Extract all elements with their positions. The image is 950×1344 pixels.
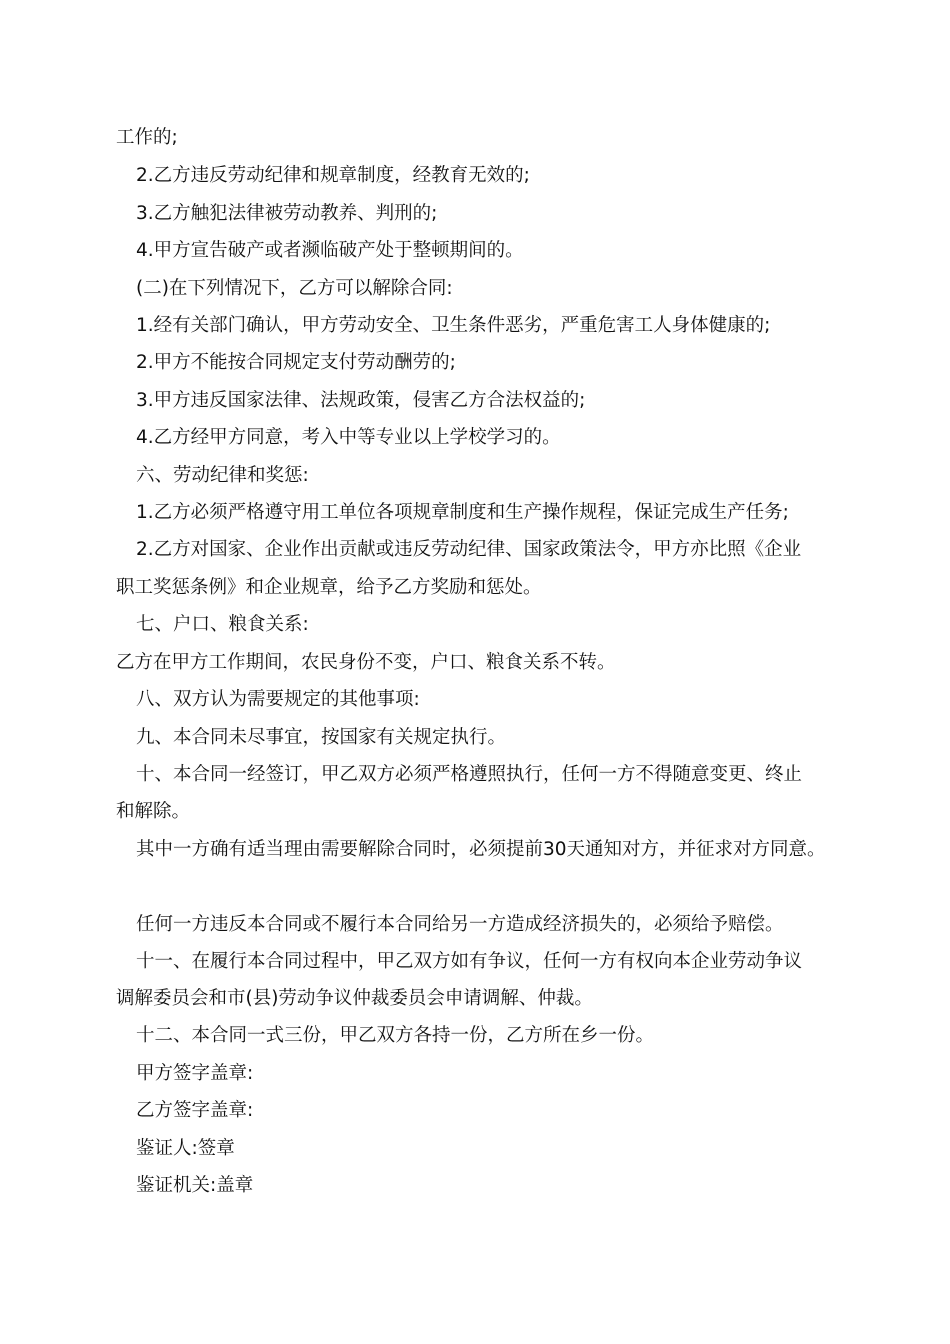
authority-field: 鉴证机关:盖章: [136, 1175, 254, 1196]
text-line: 2.甲方不能按合同规定支付劳动酬劳的;: [136, 352, 456, 373]
text-line: 1.乙方必须严格遵守用工单位各项规章制度和生产操作规程，保证完成生产任务;: [136, 502, 789, 523]
text-line: 十一、在履行本合同过程中，甲乙双方如有争议，任何一方有权向本企业劳动争议: [136, 951, 803, 972]
text-line: 十二、本合同一式三份，甲乙双方各持一份，乙方所在乡一份。: [136, 1025, 655, 1046]
text-line: 其中一方确有适当理由需要解除合同时，必须提前30天通知对方，并征求对方同意。: [136, 839, 826, 860]
section-heading: (二)在下列情况下，乙方可以解除合同:: [136, 278, 453, 299]
text-line: 调解委员会和市(县)劳动争议仲裁委员会申请调解、仲裁。: [116, 988, 593, 1009]
section-heading: 七、户口、粮食关系:: [136, 614, 309, 635]
text-line: 2.乙方违反劳动纪律和规章制度，经教育无效的;: [136, 165, 530, 186]
witness-field: 鉴证人:签章: [136, 1138, 235, 1159]
text-line: 职工奖惩条例》和企业规章，给予乙方奖励和惩处。: [116, 577, 542, 598]
text-line: 工作的;: [116, 127, 178, 148]
text-line: 十、本合同一经签订，甲乙双方必须严格遵照执行，任何一方不得随意变更、终止: [136, 764, 803, 785]
text-line: 4.甲方宣告破产或者濒临破产处于整顿期间的。: [136, 240, 524, 261]
text-line: 和解除。: [116, 801, 191, 822]
text-line: 4.乙方经甲方同意，考入中等专业以上学校学习的。: [136, 427, 561, 448]
section-heading: 九、本合同未尽事宜，按国家有关规定执行。: [136, 727, 507, 748]
signature-field-party-a: 甲方签字盖章:: [136, 1063, 254, 1084]
section-heading: 六、劳动纪律和奖惩:: [136, 465, 309, 486]
text-line: 1.经有关部门确认，甲方劳动安全、卫生条件恶劣，严重危害工人身体健康的;: [136, 315, 771, 336]
text-line: 乙方在甲方工作期间，农民身份不变，户口、粮食关系不转。: [116, 652, 616, 673]
text-line: 任何一方违反本合同或不履行本合同给另一方造成经济损失的，必须给予赔偿。: [136, 914, 784, 935]
text-line: 3.乙方触犯法律被劳动教养、判刑的;: [136, 203, 438, 224]
section-heading: 八、双方认为需要规定的其他事项:: [136, 689, 420, 710]
signature-field-party-b: 乙方签字盖章:: [136, 1100, 254, 1121]
text-line: 2.乙方对国家、企业作出贡献或违反劳动纪律、国家政策法令，甲方亦比照《企业: [136, 539, 802, 560]
text-line: 3.甲方违反国家法律、法规政策，侵害乙方合法权益的;: [136, 390, 586, 411]
